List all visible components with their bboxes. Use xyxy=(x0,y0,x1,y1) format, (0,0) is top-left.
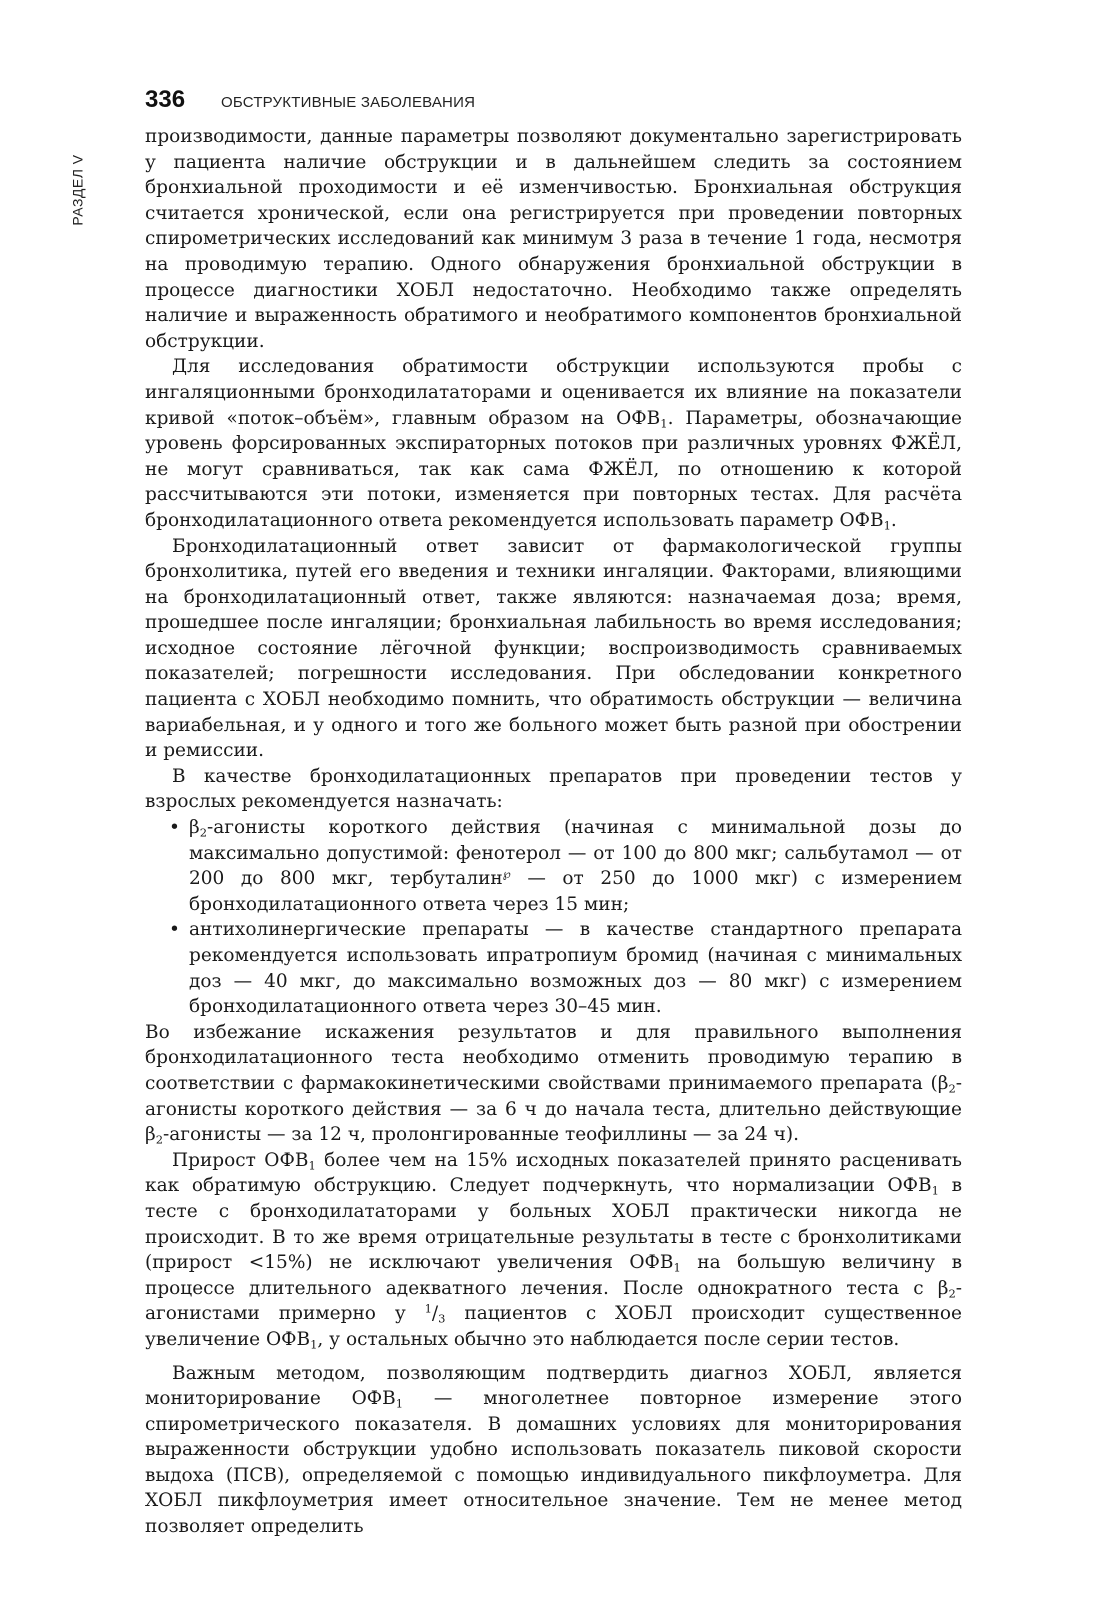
text-span: -агонисты — за 12 ч, пролонгированные теофиллины — за 24 ч). xyxy=(163,1124,799,1146)
drug-list xyxy=(145,815,962,1020)
text-span: пациентов с ХОБЛ происходит существенное увеличение ОФВ xyxy=(145,1303,962,1350)
text-span: Во избежание искажения результатов и для правильного выполнения бронходилатационного теста необходимо отменить проводимую терапию в соответствии с фармакокинетическими свойствами принимаемого препарата (β xyxy=(145,1021,962,1094)
text-span: Прирост ОФВ xyxy=(172,1149,309,1171)
text-span: — от 250 до 1000 мкг) с измерением бронходилатационного ответа через 15 мин; xyxy=(189,868,962,915)
subscript: 1 xyxy=(308,1158,316,1173)
paragraph-3: Бронходилатационный ответ зависит от фармакологической группы бронхолитика, путей его введения и техники ингаляции. Факторами, влияющими на бронходилатационный ответ, также являются: назначаемая доза; время, прошедшее после ингаляции; бронхиальная лабильность во время исследования; исходное состояние лёгочной функции; воспроизводимость сравниваемых показателей; погрешности исследования. При обследовании конкретного пациента с ХОБЛ необходимо помнить, что обратимость обструкции — величина вариабельная, и у одного и того же больного может быть разной при обострении и ремиссии. xyxy=(145,535,962,762)
paragraph-5 xyxy=(145,1020,962,1148)
paragraph-4: В качестве бронходилатационных препаратов при проведении тестов у взрослых рекомендуется назначать: xyxy=(145,765,962,813)
subscript: 1 xyxy=(931,1183,939,1198)
subscript: 1 xyxy=(395,1396,404,1411)
subscript: 1 xyxy=(883,518,891,533)
paragraph-6 xyxy=(145,1148,962,1353)
subscript: 1 xyxy=(310,1337,318,1352)
superscript-mark: ℘ xyxy=(502,866,511,881)
subscript: 1 xyxy=(660,415,668,430)
text-span: . xyxy=(890,509,897,531)
text-span: на большую величину в процессе длительного адекватного лечения. После однократного теста с β xyxy=(145,1252,963,1299)
subscript: 2 xyxy=(155,1132,163,1147)
text-span: в тесте с бронходилататорами у больных ХОБЛ практически никогда не происходит. В то же время отрицательные результаты в тесте с бронхолитиками (прирост <15%) не исключают увеличения ОФВ xyxy=(145,1175,962,1274)
section-side-label xyxy=(63,130,93,250)
subscript: 2 xyxy=(199,825,207,840)
text-span: — многолетнее повторное измерение этого спирометрического показателя. В домашних условиях для мониторирования выраженности обструкции удобно использовать показатель пиковой скорости выдоха (ПСВ), определяемой с помощью индивидуального пикфлоуметра. Для ХОБЛ пикфлоуметрия имеет относительное значение. Тем не менее метод позволяет определить xyxy=(145,1388,962,1538)
paragraph-1: производимости, данные параметры позволяют документально зарегистрировать у пациента наличие обструкции и в дальнейшем следить за состоянием бронхиальной проходимости и её изменчивостью. Бронхиальная обструкция считается хронической, если она регистрируется при проведении повторных спирометрических исследований как минимум 3 раза в течение 1 года, несмотря на проводимую терапию. Одного обнаружения бронхиальной обструкции в процессе диагностики ХОБЛ недостаточно. Необходимо также определять наличие и выраженность обратимого и необратимого компонентов бронхиальной обструкции. xyxy=(145,126,962,352)
text-span: Важным методом, позволяющим подтвердить диагноз ХОБЛ, является мониторирование ОФВ xyxy=(145,1362,962,1410)
paragraph-7 xyxy=(145,1361,962,1540)
text-span: -агонисты короткого действия (начиная с минимальной дозы до максимально допустимой: фенотерол — от 100 до 800 мкг; сальбутамол — от 200 до 800 мкг, тербуталин xyxy=(189,817,962,890)
text-span: Для исследования обратимости обструкции используются пробы с ингаляционными бронходилататорами и оценивается их влияние на показатели кривой «поток–объём», главным образом на ОФВ xyxy=(145,356,962,429)
text-span: β xyxy=(189,817,200,839)
fraction-denominator: 3 xyxy=(438,1311,446,1326)
subscript: 2 xyxy=(948,1286,956,1301)
subscript: 1 xyxy=(673,1260,681,1275)
subscript: 2 xyxy=(948,1081,956,1096)
text-span: , у остальных обычно это наблюдается после серии тестов. xyxy=(317,1328,900,1350)
section-title: ОБСТРУКТИВНЫЕ ЗАБОЛЕВАНИЯ xyxy=(221,94,476,111)
text-span: -агонистами примерно у xyxy=(145,1277,962,1325)
list-item xyxy=(145,815,962,917)
text-span: более чем на 15% исходных показателей принято расценивать как обратимую обструкцию. Следует подчеркнуть, что нормализации ОФВ xyxy=(145,1149,963,1197)
running-header xyxy=(145,86,475,114)
text-span: -агонисты короткого действия — за 6 ч до начала теста, длительно действующие β xyxy=(145,1072,962,1146)
page-number: 336 xyxy=(145,86,186,113)
fraction-slash: / xyxy=(431,1303,439,1325)
text-span: . Параметры, обозначающие уровень форсированных экспираторных потоков при различных уровнях ФЖЁЛ, не могут сравниваться, так как сама ФЖЁЛ, по отношению к которой рассчитываются эти потоки, изменяется при повторных тестах. Для расчёта бронходилатационного ответа рекомендуется использовать параметр ОФВ xyxy=(145,407,963,531)
paragraph-2 xyxy=(145,354,962,533)
text-span: антихолинергические препараты — в качестве стандартного препарата рекомендуется использовать ипратропиум бромид (начиная с минимальных доз — 40 мкг, до максимально возможных доз — 80 мкг) с измерением бронходилатационного ответа через 30–45 мин. xyxy=(189,919,962,1018)
page-body xyxy=(145,124,962,1540)
list-item xyxy=(145,917,962,1019)
fraction-numerator: 1 xyxy=(424,1302,432,1317)
section-side-label-text: РАЗДЕЛ V xyxy=(70,154,86,226)
